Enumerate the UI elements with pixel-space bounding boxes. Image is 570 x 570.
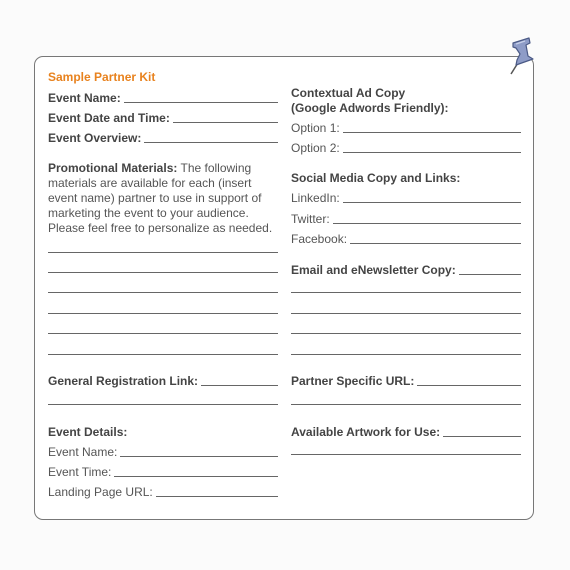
details-event-name-line[interactable] — [120, 456, 278, 457]
option-1-line[interactable] — [343, 132, 521, 133]
promo-line-3[interactable] — [48, 292, 278, 293]
artwork-line[interactable] — [443, 436, 521, 437]
facebook-label: Facebook: — [291, 232, 348, 246]
partner-url-line-2[interactable] — [291, 404, 521, 405]
event-name-field[interactable] — [48, 91, 278, 105]
push-pin-icon — [503, 34, 539, 76]
promo-heading: Promotional Materials: — [48, 161, 178, 175]
form-title: Sample Partner Kit — [48, 70, 156, 84]
email-line-2[interactable] — [291, 292, 521, 293]
facebook-field[interactable] — [291, 232, 521, 246]
artwork-label: Available Artwork for Use: — [291, 425, 441, 439]
option-1-field[interactable] — [291, 121, 521, 135]
details-event-name-label: Event Name: — [48, 445, 118, 459]
event-overview-label: Event Overview: — [48, 131, 142, 145]
email-copy-label: Email and eNewsletter Copy: — [291, 263, 456, 277]
option-1-label: Option 1: — [291, 121, 340, 135]
email-line-4[interactable] — [291, 333, 521, 334]
artwork-field[interactable] — [291, 425, 521, 439]
ad-copy-heading-1: Contextual Ad Copy — [291, 86, 406, 100]
event-date-time-line[interactable] — [173, 122, 278, 123]
details-event-name-field[interactable] — [48, 445, 278, 459]
partner-url-field[interactable] — [291, 374, 521, 388]
promo-body: The following materials are available for each (insert event name) partner to use in support of marketing the event to your audience. Please feel free to personalize as needed. — [48, 161, 273, 235]
event-details-heading: Event Details: — [48, 425, 128, 439]
promo-line-1[interactable] — [48, 252, 278, 253]
email-copy-field[interactable] — [291, 263, 521, 277]
facebook-line[interactable] — [350, 243, 521, 244]
option-2-line[interactable] — [343, 152, 521, 153]
twitter-label: Twitter: — [291, 212, 330, 226]
event-name-line[interactable] — [124, 102, 278, 103]
partner-url-label: Partner Specific URL: — [291, 374, 415, 388]
option-2-field[interactable] — [291, 141, 521, 155]
twitter-field[interactable] — [291, 212, 521, 226]
registration-link-label: General Registration Link: — [48, 374, 199, 388]
promo-line-4[interactable] — [48, 313, 278, 314]
details-event-time-label: Event Time: — [48, 465, 112, 479]
social-media-heading: Social Media Copy and Links: — [291, 171, 461, 185]
event-date-time-field[interactable] — [48, 111, 278, 125]
promo-line-5[interactable] — [48, 333, 278, 334]
registration-link-line[interactable] — [201, 385, 278, 386]
details-event-time-field[interactable] — [48, 465, 278, 479]
registration-link-field[interactable] — [48, 374, 278, 388]
artwork-line-2[interactable] — [291, 454, 521, 455]
email-line-3[interactable] — [291, 313, 521, 314]
linkedin-label: LinkedIn: — [291, 191, 340, 205]
promo-line-6[interactable] — [48, 354, 278, 355]
linkedin-line[interactable] — [343, 202, 521, 203]
details-landing-url-label: Landing Page URL: — [48, 485, 153, 499]
registration-line-2[interactable] — [48, 404, 278, 405]
event-date-time-label: Event Date and Time: — [48, 111, 170, 125]
email-copy-line[interactable] — [459, 274, 521, 275]
event-overview-line[interactable] — [144, 142, 278, 143]
event-name-label: Event Name: — [48, 91, 121, 105]
option-2-label: Option 2: — [291, 141, 340, 155]
partner-url-line[interactable] — [417, 385, 521, 386]
event-overview-field[interactable] — [48, 131, 278, 145]
twitter-line[interactable] — [333, 223, 521, 224]
email-line-5[interactable] — [291, 354, 521, 355]
details-landing-url-field[interactable] — [48, 485, 278, 499]
promotional-materials-text — [48, 161, 280, 236]
details-landing-url-line[interactable] — [156, 496, 278, 497]
linkedin-field[interactable] — [291, 191, 521, 205]
partner-kit-form — [34, 56, 534, 520]
promo-line-2[interactable] — [48, 272, 278, 273]
ad-copy-heading-2: (Google Adwords Friendly): — [291, 101, 449, 115]
details-event-time-line[interactable] — [114, 476, 278, 477]
